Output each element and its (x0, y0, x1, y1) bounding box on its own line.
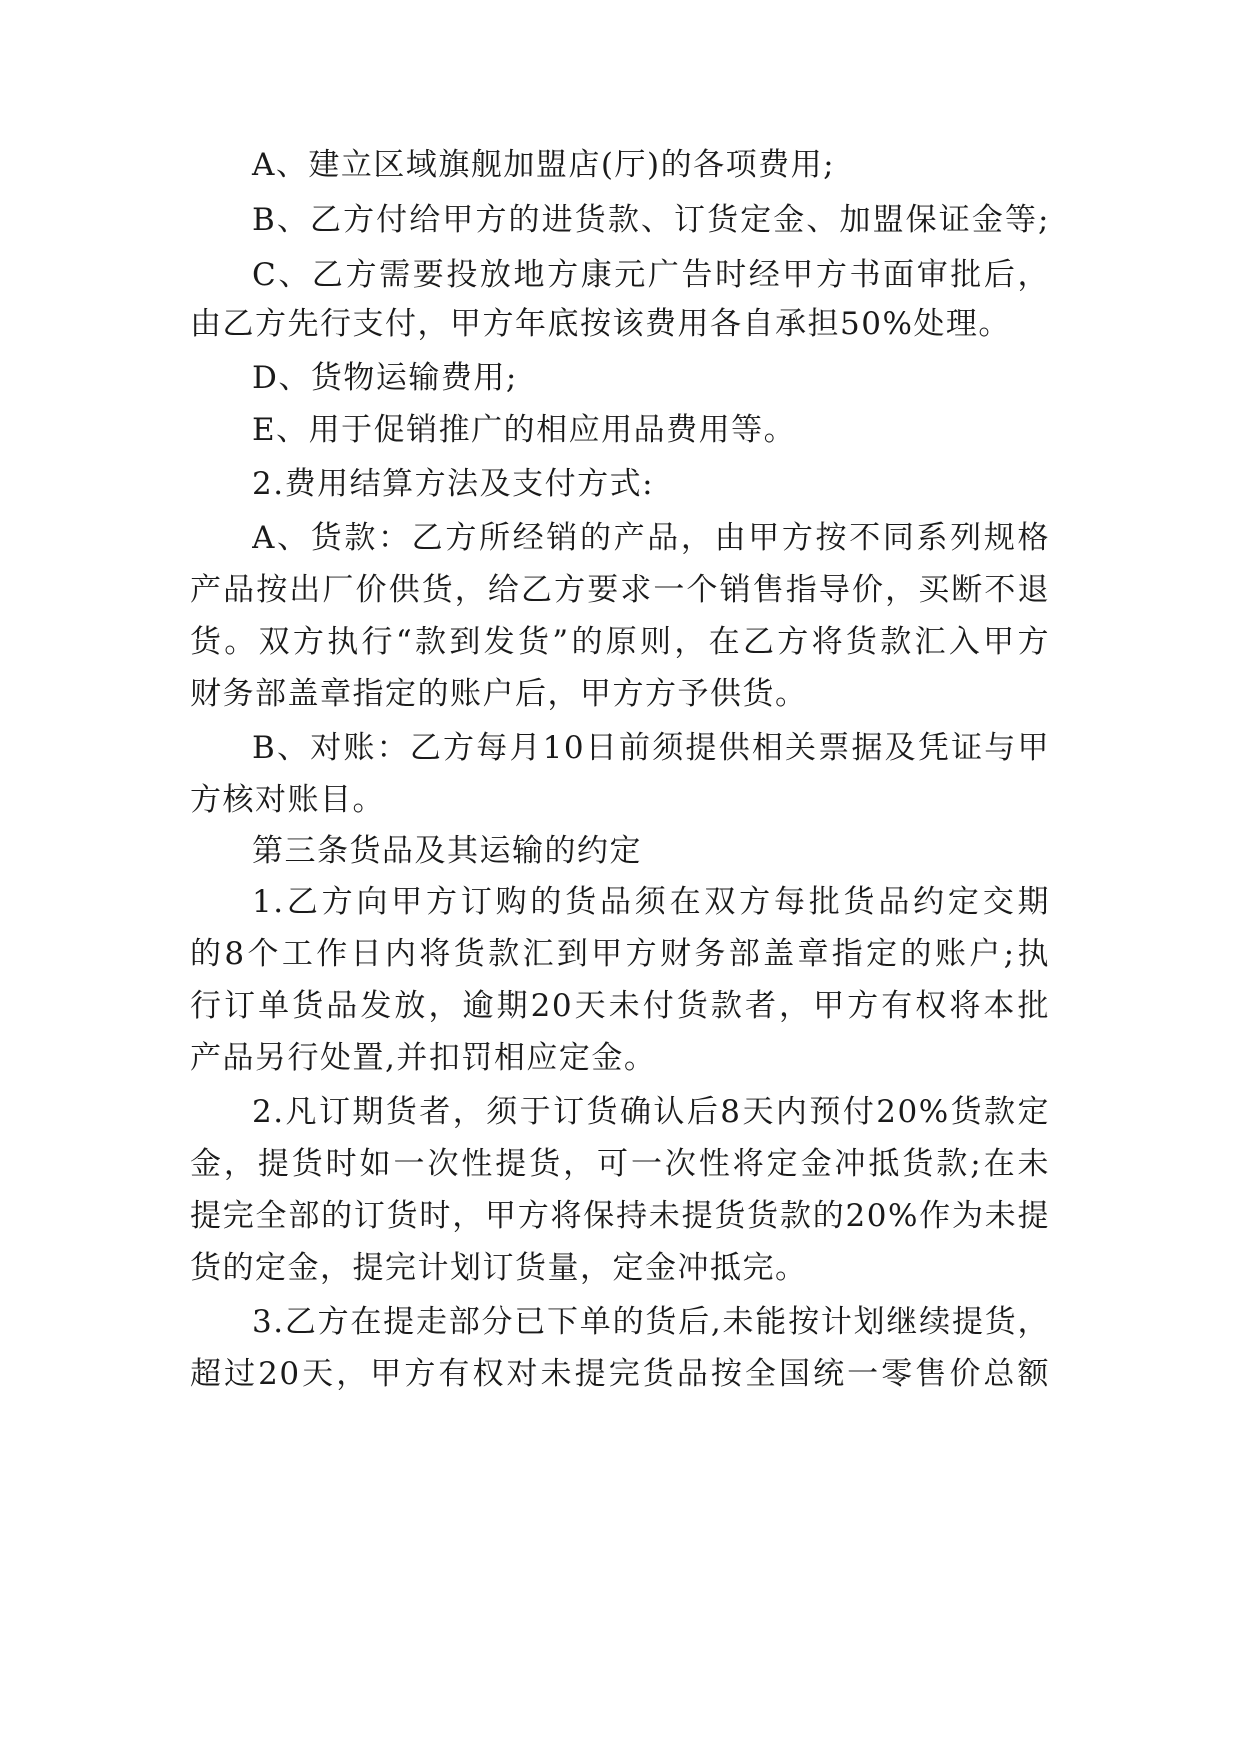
text-line-goods-3-2: 超过20天，甲方有权对未提完货品按全国统一零售价总额 (190, 1356, 1050, 1392)
text-line-goods-2-4: 货的定金，提完计划订货量，定金冲抵完。 (190, 1250, 808, 1286)
text-line-e-promotion: E、用于促销推广的相应用品费用等。 (252, 412, 797, 448)
section-heading-article-three: 第三条货品及其运输的约定 (252, 833, 642, 869)
text-line-reconciliation-b-2: 方核对账目。 (190, 782, 385, 818)
text-line-goods-2: 2.凡订期货者，须于订货确认后8天内预付20%货款定 (252, 1094, 1050, 1130)
text-line-d-transport: D、货物运输费用; (252, 360, 518, 396)
text-line-b-payments: B、乙方付给甲方的进货款、订货定金、加盟保证金等; (252, 202, 1050, 238)
text-line-c-advertising: C、乙方需要投放地方康元广告时经甲方书面审批后， (252, 257, 1050, 293)
text-line-payment-a-4: 财务部盖章指定的账户后，甲方方予供货。 (190, 676, 808, 712)
text-line-goods-2-2: 金，提货时如一次性提货，可一次性将定金冲抵货款;在未 (190, 1146, 1050, 1182)
text-line-payment-a: A、货款：乙方所经销的产品，由甲方按不同系列规格 (252, 520, 1050, 556)
text-line-reconciliation-b: B、对账：乙方每月10日前须提供相关票据及凭证与甲 (252, 730, 1050, 766)
text-line-settlement-heading: 2.费用结算方法及支付方式: (252, 466, 655, 502)
text-line-goods-1-3: 行订单货品发放，逾期20天未付货款者，甲方有权将本批 (190, 988, 1050, 1024)
text-line-goods-2-3: 提完全部的订货时，甲方将保持未提货货款的20%作为未提 (190, 1198, 1050, 1234)
text-line-payment-a-3: 货。双方执行“款到发货”的原则，在乙方将货款汇入甲方 (190, 624, 1050, 660)
text-line-goods-1-2: 的8个工作日内将货款汇到甲方财务部盖章指定的账户;执 (190, 936, 1050, 972)
text-line-goods-1-4: 产品另行处置,并扣罚相应定金。 (190, 1040, 657, 1076)
text-line-goods-3: 3.乙方在提走部分已下单的货后,未能按计划继续提货， (252, 1304, 1050, 1340)
text-line-goods-1: 1.乙方向甲方订购的货品须在双方每批货品约定交期 (252, 884, 1050, 920)
text-line-payment-a-2: 产品按出厂价供货，给乙方要求一个销售指导价，买断不退 (190, 572, 1050, 608)
text-line-a-costs: A、建立区域旗舰加盟店(厅)的各项费用; (252, 147, 836, 183)
text-line-c-continued: 由乙方先行支付，甲方年底按该费用各自承担50%处理。 (190, 306, 1011, 342)
